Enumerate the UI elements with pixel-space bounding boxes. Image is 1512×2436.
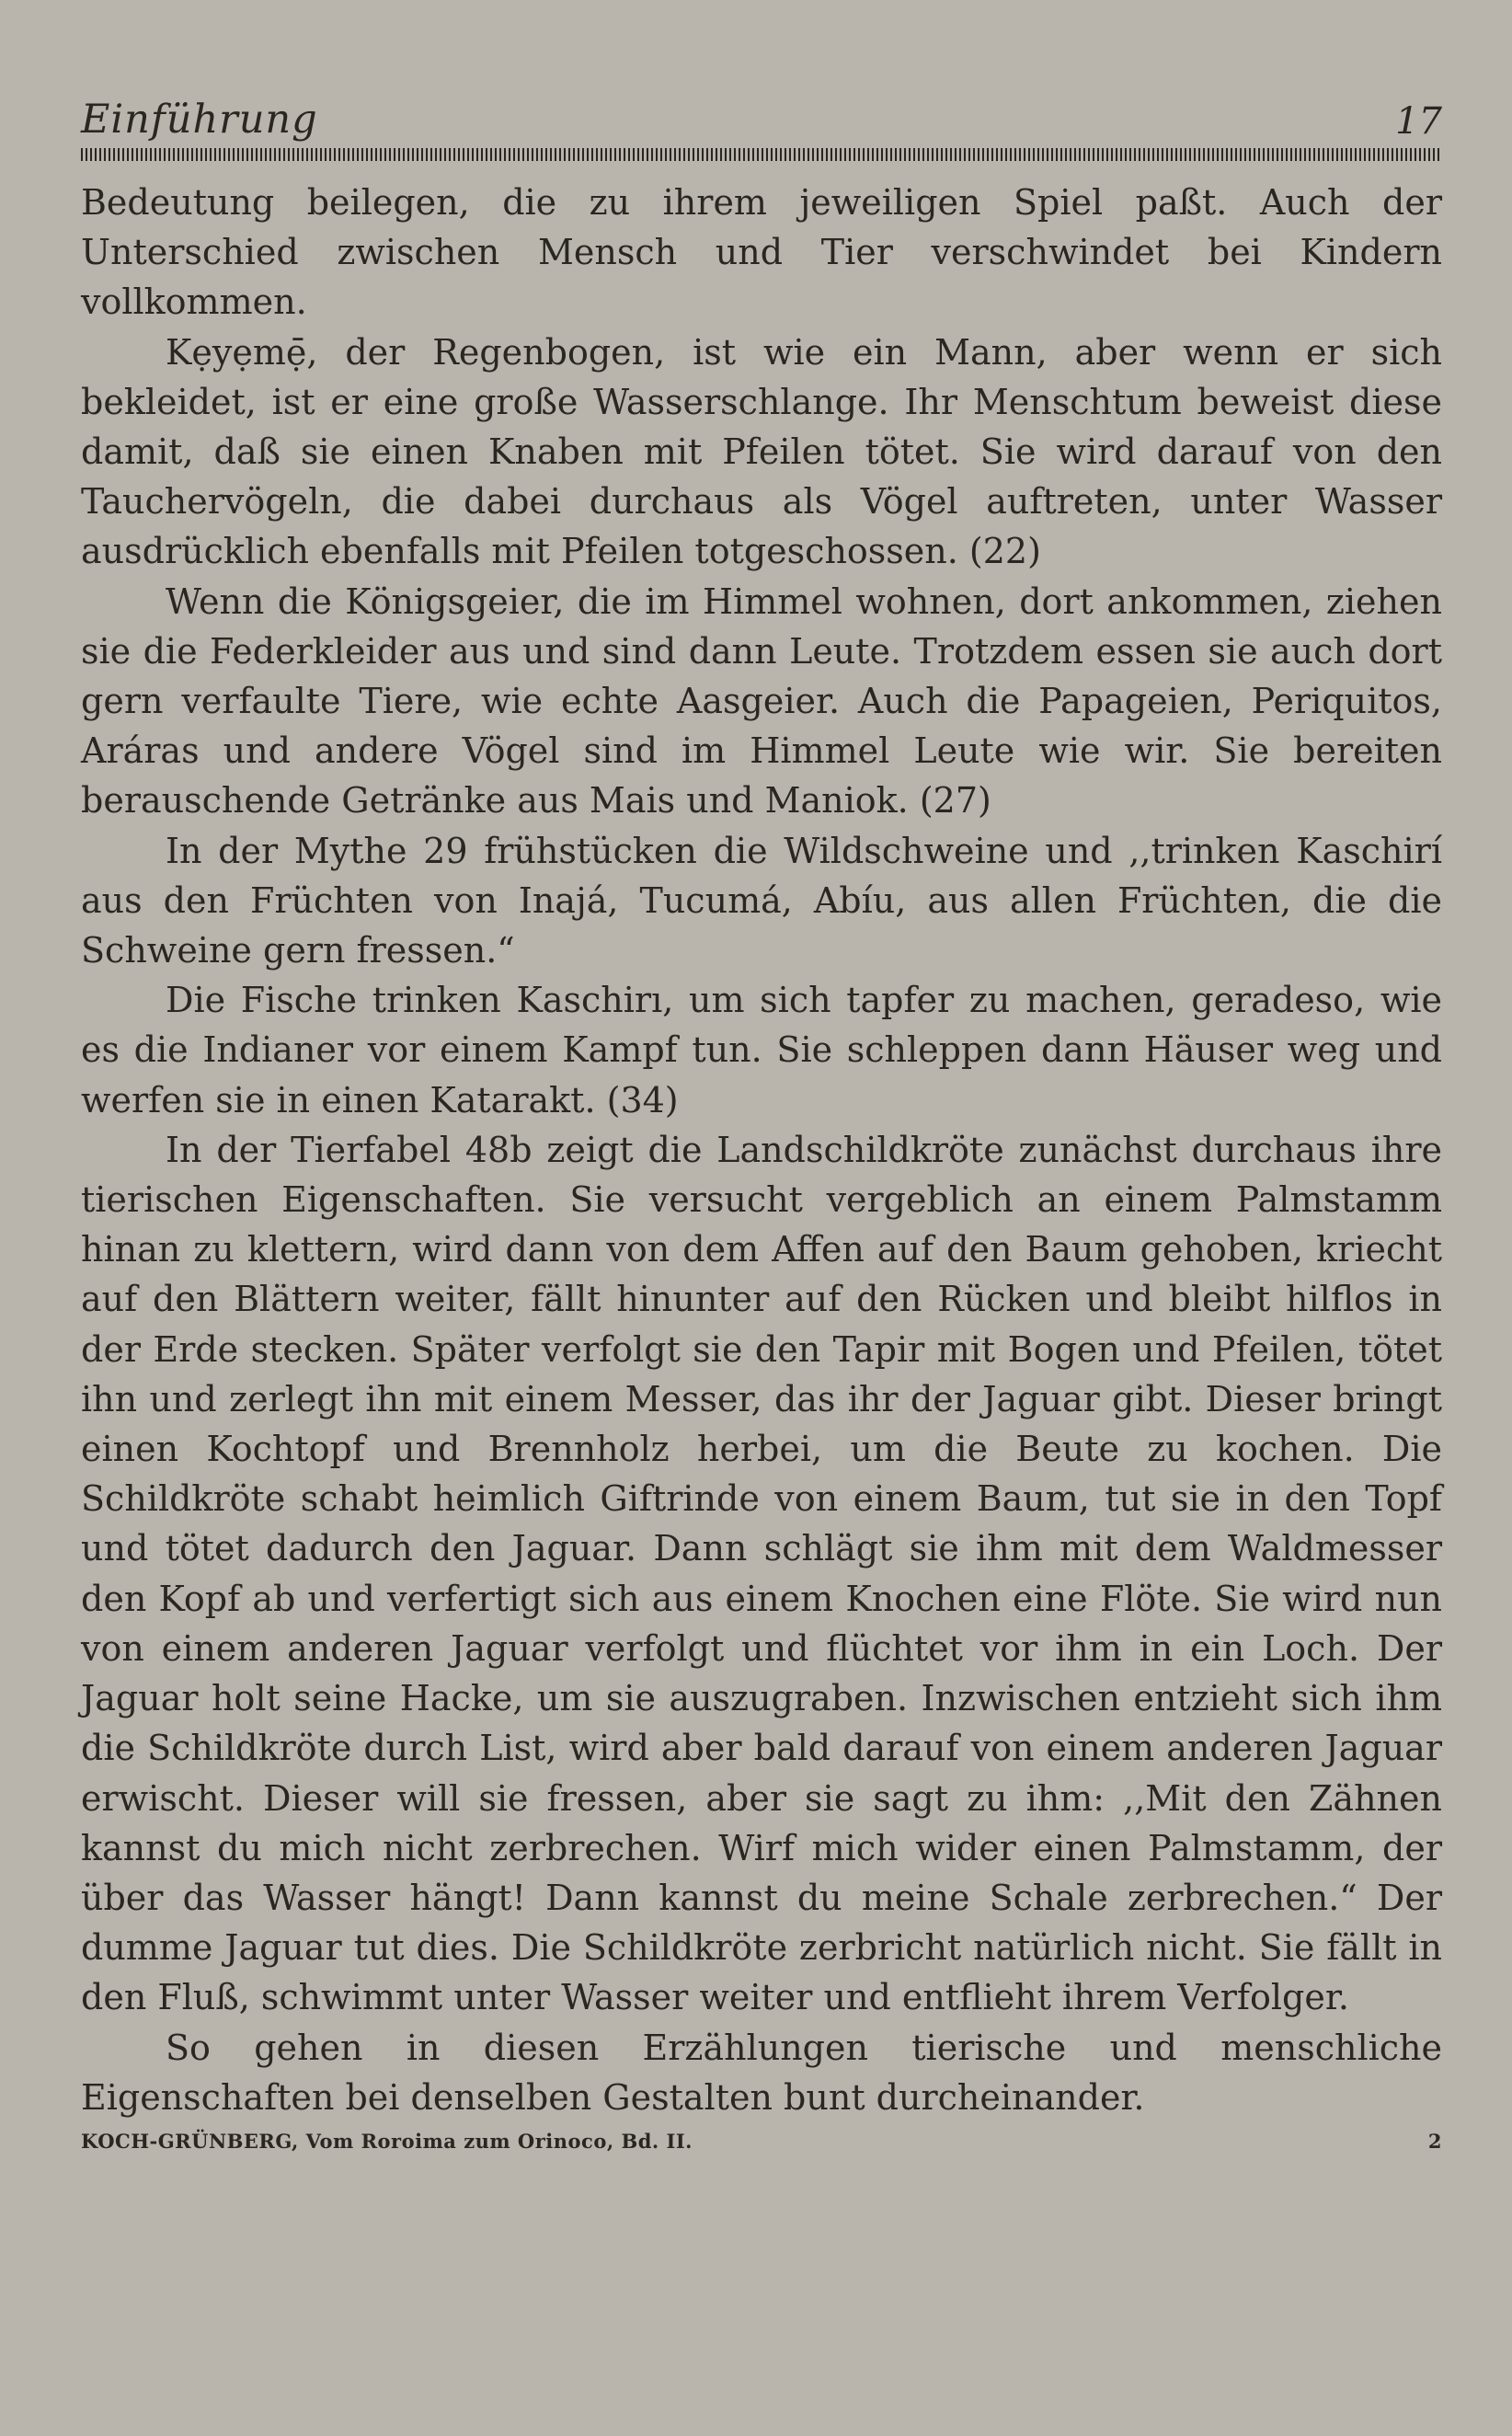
footer-citation: KOCH-GRÜNBERG, Vom Roroima zum Orinoco, Bd. II.	[81, 2130, 693, 2153]
page-number: 17	[1395, 100, 1442, 143]
running-head	[81, 97, 1442, 144]
paragraph-5: Die Fische trinken Kaschirı, um sich tapfer zu machen, geradeso, wie es die Indianer vor einem Kampf tun. Sie schleppen dann Häuser weg und werfen sie in einen Katarakt. (34)	[81, 980, 1442, 1120]
page-footer	[81, 2130, 1442, 2153]
paragraph-6: In der Tierfabel 48b zeigt die Landschildkröte zunächst durchaus ihre tierischen Eigenschaften. Sie versucht vergeblich an einem Palmstamm hinan zu klettern, wird dann von dem Affen auf den Baum gehoben, kriecht auf den Blättern weiter, fällt hinunter auf den Rücken und bleibt hilflos in der Erde stecken. Später verfolgt sie den Tapir mit Bogen und Pfeilen, tötet ihn und zerlegt ihn mit einem Messer, das ihr der Jaguar gibt. Dieser bringt einen Kochtopf und Brennholz herbei, um die Beute zu kochen. Die Schildkröte schabt heimlich Giftrinde von einem Baum, tut sie in den Topf und tötet dadurch den Jaguar. Dann schlägt sie ihm mit dem Waldmesser den Kopf ab und verfertigt sich aus einem Knochen eine Flöte. Sie wird nun von einem anderen Jaguar verfolgt und flüchtet vor ihm in ein Loch. Der Jaguar holt seine Hacke, um sie auszugraben. Inzwischen entzieht sich ihm die Schildkröte durch List, wird aber bald darauf von einem anderen Jaguar erwischt. Dieser will sie fressen, aber sie sagt zu ihm: ,,Mit den Zähnen kannst du mich nicht zerbrechen. Wirf mich wider einen Palmstamm, der über das Wasser hängt! Dann kannst du meine Schale zerbrechen.“ Der dumme Jaguar tut dies. Die Schildkröte zerbricht natürlich nicht. Sie fällt in den Fluß, schwimmt unter Wasser weiter und entflieht ihrem Verfolger.	[81, 1129, 1442, 2018]
header-rule	[81, 148, 1442, 161]
paragraph-1: Bedeutung beilegen, die zu ihrem jeweiligen Spiel paßt. Auch der Unterschied zwischen Mensch und Tier verschwindet bei Kindern vollkommen.	[81, 182, 1442, 323]
paragraph-3: Wenn die Königsgeier, die im Himmel wohnen, dort ankommen, ziehen sie die Federkleider aus und sind dann Leute. Trotzdem essen sie auch dort gern verfaulte Tiere, wie echte Aasgeier. Auch die Papageien, Periquitos, Aráras und andere Vögel sind im Himmel Leute wie wir. Sie bereiten berauschende Getränke aus Mais und Maniok. (27)	[81, 580, 1442, 822]
paragraph-2: Kẹyẹmẹ̄, der Regenbogen, ist wie ein Mann, aber wenn er sich bekleidet, ist er eine große Wasserschlange. Ihr Menschtum beweist diese damit, daß sie einen Knaben mit Pfeilen tötet. Sie wird darauf von den Tauchervögeln, die dabei durchaus als Vögel auftreten, unter Wasser ausdrücklich ebenfalls mit Pfeilen totgeschossen. (22)	[81, 331, 1442, 572]
signature-mark: 2	[1427, 2130, 1442, 2153]
paragraph-7: So gehen in diesen Erzählungen tierische und menschliche Eigenschaften bei denselben Gestalten bunt durcheinander.	[81, 2027, 1442, 2118]
body-text	[81, 178, 1442, 2122]
paragraph-4: In der Mythe 29 frühstücken die Wildschweine und ,,trinken Kaschirí aus den Früchten von Inajá, Tucumá, Abíu, aus allen Früchten, die die Schweine gern fressen.“	[81, 830, 1442, 971]
book-page	[81, 97, 1442, 2153]
chapter-title: Einführung	[81, 97, 318, 143]
